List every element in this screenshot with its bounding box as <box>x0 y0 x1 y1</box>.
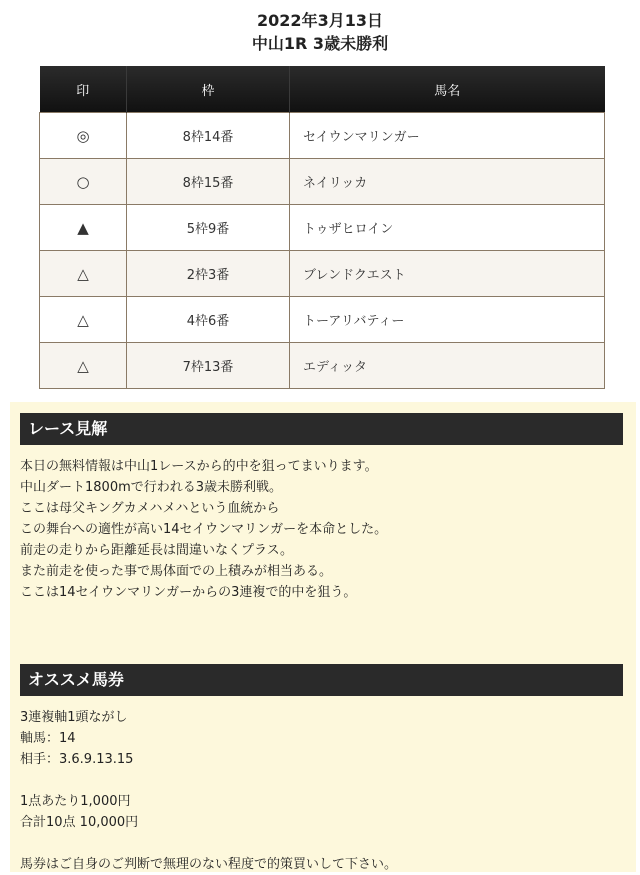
triangle-icon: △ <box>77 310 89 329</box>
table-row <box>40 159 605 205</box>
picks-table <box>39 66 605 389</box>
horse-name-cell: トゥザヒロイン <box>290 205 605 251</box>
race-view-line: 前走の走りから距離延長は間違いなくプラス。 <box>20 543 294 558</box>
axis-horse: 軸馬：14 <box>20 731 76 746</box>
circle-icon: ○ <box>76 172 90 191</box>
triangle-icon: △ <box>77 356 89 375</box>
mark-cell <box>40 343 127 389</box>
recommend-text <box>20 707 397 875</box>
stake-per-ticket: 1点あたり1,000円 <box>20 794 131 809</box>
triangle-icon: △ <box>77 264 89 283</box>
waku-cell: 4枠6番 <box>127 297 290 343</box>
disclaimer: 馬券はご自身のご判断で無理のない程度で的策買いして下さい。 <box>20 857 398 872</box>
table-header-row <box>40 66 605 113</box>
race-view-line: ここは母父キングカメハメハという血統から <box>20 501 280 516</box>
race-view-line: また前走を使った事で馬体面での上積みが相当ある。 <box>20 564 333 579</box>
waku-cell: 2枠3番 <box>127 251 290 297</box>
race-view-line: 本日の無料情報は中山1レースから的中を狙ってまいります。 <box>20 459 378 474</box>
double-circle-icon: ◎ <box>76 126 90 145</box>
horse-name-cell: トーアリバティー <box>290 297 605 343</box>
waku-cell: 7枠13番 <box>127 343 290 389</box>
header-horse-name: 馬名 <box>290 66 605 113</box>
race-view-line: ここは14セイウンマリンガーからの3連複で的中を狙う。 <box>20 585 357 600</box>
mark-cell <box>40 297 127 343</box>
mark-cell <box>40 251 127 297</box>
table-row <box>40 343 605 389</box>
spacer <box>20 770 397 791</box>
header-waku: 枠 <box>127 66 290 113</box>
race-view-text <box>20 456 387 603</box>
race-view-line: この舞台への適性が高い14セイウンマリンガーを本命とした。 <box>20 522 388 537</box>
header-mark: 印 <box>40 66 127 113</box>
waku-cell: 5枠9番 <box>127 205 290 251</box>
spacer <box>20 833 397 854</box>
waku-cell: 8枠14番 <box>127 113 290 159</box>
horse-name-cell: エディッタ <box>290 343 605 389</box>
bet-type: 3連複軸1頭ながし <box>20 710 128 725</box>
table-row <box>40 251 605 297</box>
table-row <box>40 297 605 343</box>
race-view-line: 中山ダート1800mで行われる3歳未勝利戦。 <box>20 480 283 495</box>
race-name: 中山1R 3歳未勝利 <box>251 34 389 53</box>
race-view-title: レース見解 <box>20 413 623 445</box>
partner-horses: 相手：3.6.9.13.15 <box>20 752 134 767</box>
table-row <box>40 113 605 159</box>
mark-cell <box>40 113 127 159</box>
waku-cell: 8枠15番 <box>127 159 290 205</box>
recommend-title: オススメ馬券 <box>20 664 623 696</box>
horse-name-cell: ブレンドクエスト <box>290 251 605 297</box>
race-header <box>0 0 640 56</box>
mark-cell <box>40 159 127 205</box>
horse-name-cell: セイウンマリンガー <box>290 113 605 159</box>
content-panel <box>10 402 636 872</box>
mark-cell <box>40 205 127 251</box>
horse-name-cell: ネイリッカ <box>290 159 605 205</box>
stake-total: 合計10点 10,000円 <box>20 815 139 830</box>
race-date: 2022年3月13日 <box>257 11 383 30</box>
table-row <box>40 205 605 251</box>
filled-triangle-icon: ▲ <box>77 218 89 237</box>
